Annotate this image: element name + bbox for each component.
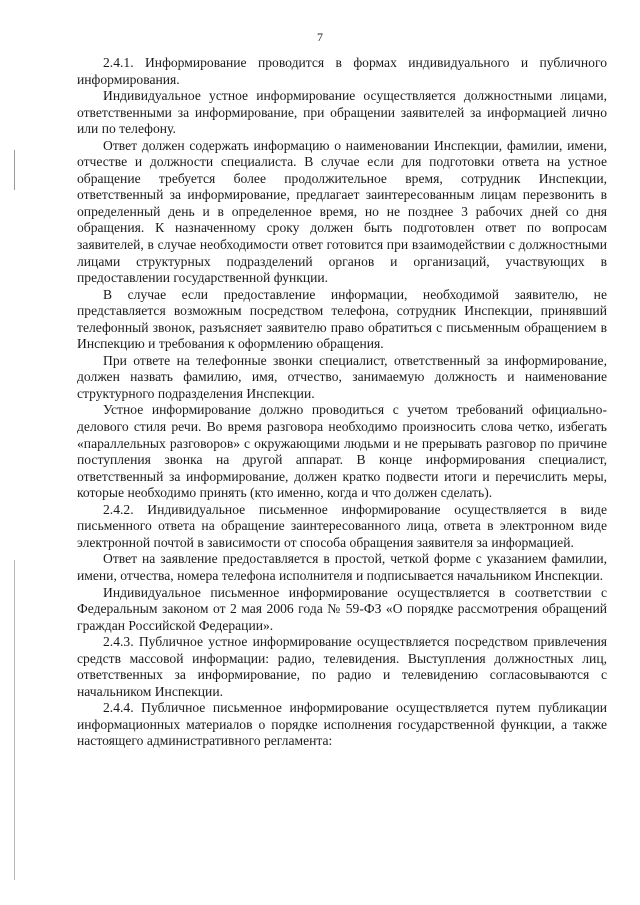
scan-edge-line xyxy=(14,560,15,880)
paragraph-oral-style: Устное информирование должно проводиться с учетом требований официально-делового стиля речи. Во время разговора необходимо произносить слова четко, избегать «параллельных разговоров» с окружающими людьми и не прерывать разговор по причине поступления звонка на другой аппарат. В конце информирования специалист, ответственный за информирование, должен кратко подвести итоги и перечислить меры, которые необходимо принять (кто именно, когда и что должен сделать). xyxy=(77,402,607,501)
paragraph-2-4-2: 2.4.2. Индивидуальное письменное информирование осуществляется в виде письменного ответа на обращение заинтересованного лица, ответа в электронном виде электронной почтой в зависимости от способа обращения заявителя за информацией. xyxy=(77,501,607,550)
paragraph-federal-law: Индивидуальное письменное информирование осуществляется в соответствии с Федеральным законом от 2 мая 2006 года № 59-ФЗ «О порядке рассмотрения обращений граждан Российской Федерации». xyxy=(77,584,607,633)
paragraph-2-4-1: 2.4.1. Информирование проводится в формах индивидуального и публичного информирования. xyxy=(77,55,607,87)
page-number: 7 xyxy=(317,30,323,44)
paragraph-phone-answer: При ответе на телефонные звонки специалист, ответственный за информирование, должен назвать фамилию, имя, отчество, занимаемую должность и наименование структурного подразделения Инспекции. xyxy=(77,352,607,401)
paragraph-answer-content: Ответ должен содержать информацию о наименовании Инспекции, фамилии, имени, отчестве и должности специалиста. В случае если для подготовки ответа на устное обращение требуется более продолжительное время, сотрудник Инспекции, ответственный за информирование, предлагает заинтересованным лицам перезвонить в определенный день и в определенное время, но не позднее 3 рабочих дней со дня обращения. К назначенному сроку должен быть подготовлен ответ по вопросам заявителей, в случае необходимости ответ готовится при взаимодействии с должностными лицами структурных подразделений органов и организаций, участвующих в предоставлении государственной функции. xyxy=(77,137,607,286)
paragraph-2-4-4: 2.4.4. Публичное письменное информирование осуществляется путем публикации информационных материалов о порядке исполнения государственной функции, а также настоящего административного регламента: xyxy=(77,700,607,749)
document-body xyxy=(77,55,607,750)
paragraph-individual-oral: Индивидуальное устное информирование осуществляется должностными лицами, ответственными за информирование, при обращении заявителей за информацией лично или по телефону. xyxy=(77,88,607,137)
paragraph-2-4-3: 2.4.3. Публичное устное информирование осуществляется посредством привлечения средств массовой информации: радио, телевидения. Выступления должностных лиц, ответственных за информирование, по радио и телевидению согласовываются с начальником Инспекции. xyxy=(77,634,607,699)
scan-edge-line xyxy=(14,150,15,190)
paragraph-answer-form: Ответ на заявление предоставляется в простой, четкой форме с указанием фамилии, имени, отчества, номера телефона исполнителя и подписывается начальником Инспекции. xyxy=(77,551,607,583)
paragraph-phone-impossible: В случае если предоставление информации, необходимой заявителю, не представляется возможным посредством телефона, сотрудник Инспекции, принявший телефонный звонок, разъясняет заявителю право обратиться с письменным обращением в Инспекцию и требования к оформлению обращения. xyxy=(77,286,607,352)
